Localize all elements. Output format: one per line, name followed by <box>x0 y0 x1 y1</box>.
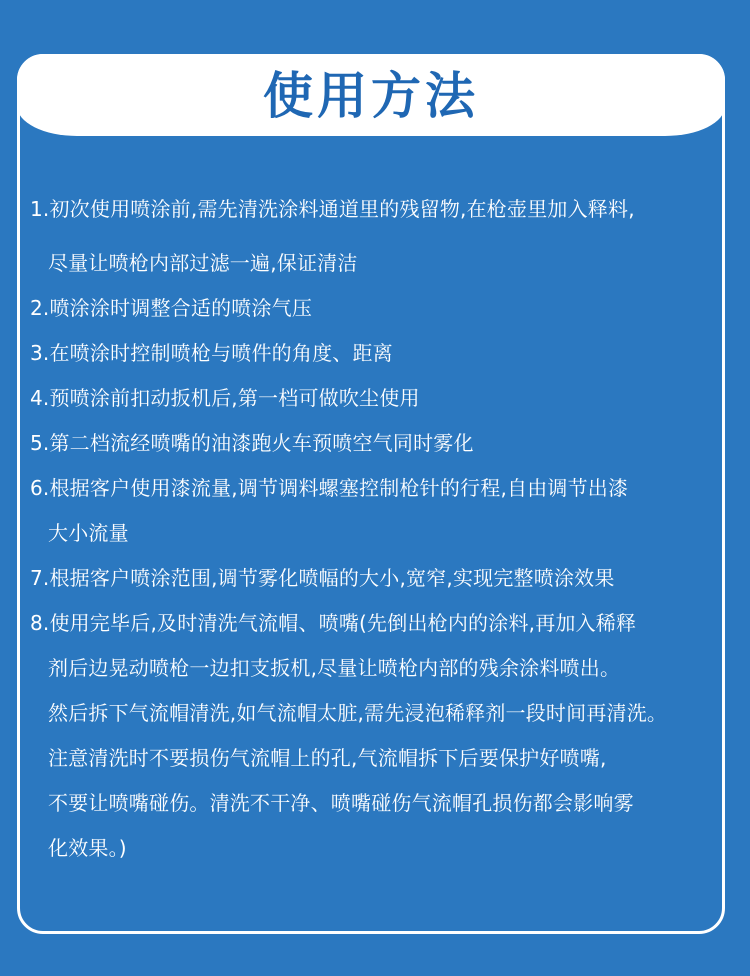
instruction-line: 然后拆下气流帽清洗,如气流帽太脏,需先浸泡稀释剂一段时间再清洗。 <box>48 701 668 725</box>
page-title: 使用方法 <box>263 67 479 125</box>
instruction-line: 1.初次使用喷涂前,需先清洗涂料通道里的残留物,在枪壶里加入释料, <box>30 197 635 221</box>
instruction-line: 7.根据客户喷涂范围,调节雾化喷幅的大小,宽窄,实现完整喷涂效果 <box>30 566 615 590</box>
instruction-line: 化效果。) <box>48 836 127 860</box>
instruction-line: 尽量让喷枪内部过滤一遍,保证清洁 <box>48 251 358 275</box>
instruction-line: 不要让喷嘴碰伤。清洗不干净、喷嘴碰伤气流帽孔损伤都会影响雾 <box>48 791 634 815</box>
instruction-line: 注意清洗时不要损伤气流帽上的孔,气流帽拆下后要保护好喷嘴, <box>48 746 607 770</box>
instruction-line: 5.第二档流经喷嘴的油漆跑火车预喷空气同时雾化 <box>30 431 474 455</box>
instruction-line: 2.喷涂涂时调整合适的喷涂气压 <box>30 296 313 320</box>
instruction-line: 大小流量 <box>48 521 129 545</box>
instruction-line: 4.预喷涂前扣动扳机后,第一档可做吹尘使用 <box>30 386 420 410</box>
instruction-line: 6.根据客户使用漆流量,调节调料螺塞控制枪针的行程,自由调节出漆 <box>30 476 629 500</box>
instruction-line: 8.使用完毕后,及时清洗气流帽、喷嘴(先倒出枪内的涂料,再加入稀释 <box>30 611 637 635</box>
instruction-line: 剂后边晃动喷枪一边扣支扳机,尽量让喷枪内部的残余涂料喷出。 <box>48 656 621 680</box>
title-banner <box>17 54 725 136</box>
instruction-line: 3.在喷涂时控制喷枪与喷件的角度、距离 <box>30 341 393 365</box>
